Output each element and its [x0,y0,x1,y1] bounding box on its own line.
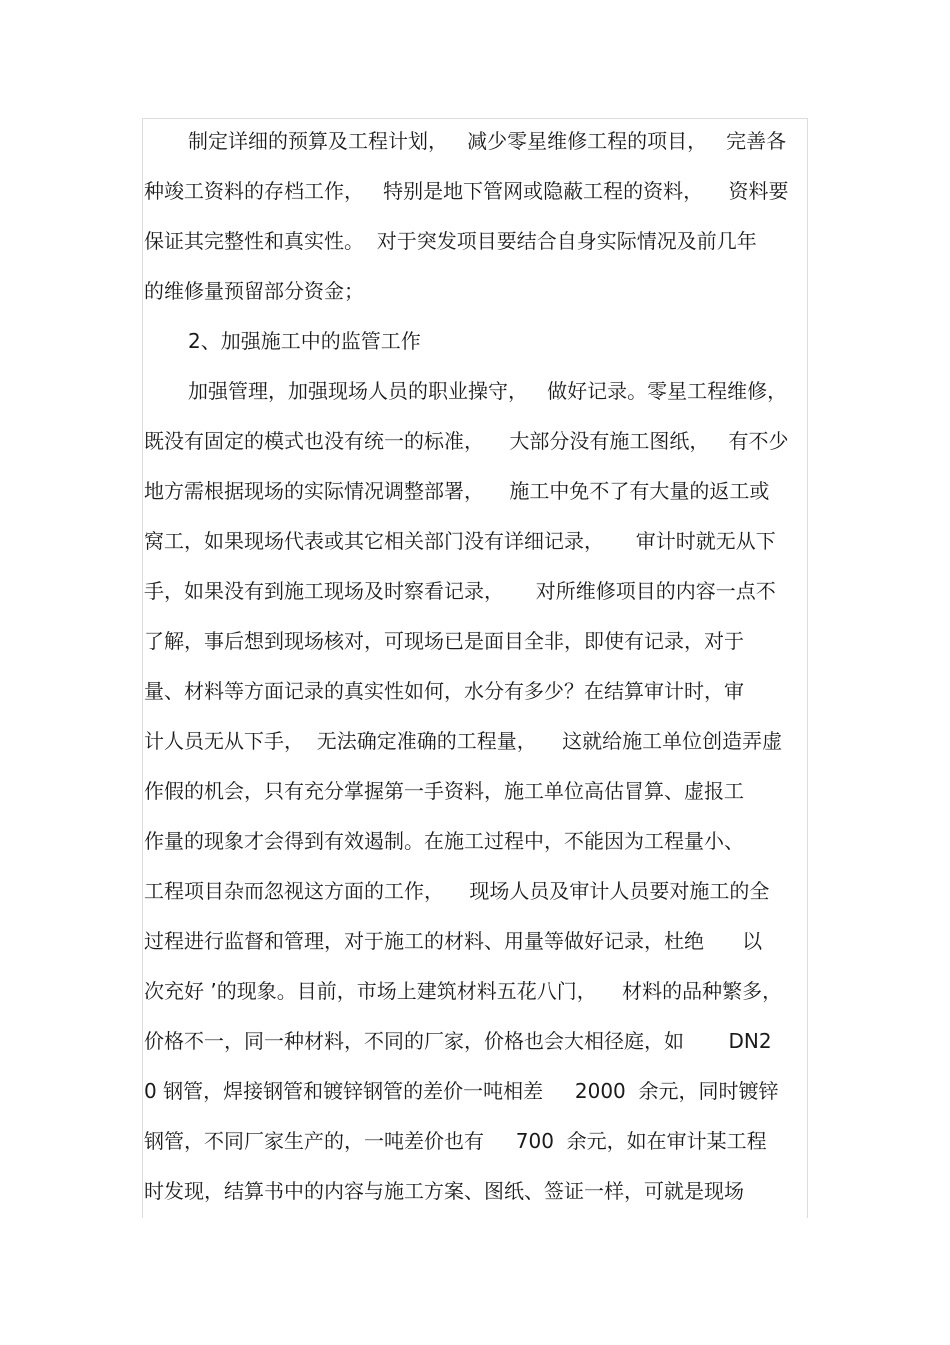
text-line: 地方需根据现场的实际情况调整部署， 施工中免不了有大量的返工或 [144,479,770,503]
text-line: 手，如果没有到施工现场及时察看记录， 对所维修项目的内容一点不 [144,579,776,603]
text-line: 窝工，如果现场代表或其它相关部门没有详细记录， 审计时就无从下 [144,529,776,553]
text-line: 既没有固定的模式也没有统一的标准， 大部分没有施工图纸， 有不少 [144,429,789,453]
text-line: 作假的机会，只有充分掌握第一手资料，施工单位高估冒算、虚报工 [144,779,744,803]
text-line: 工程项目杂而忽视这方面的工作， 现场人员及审计人员要对施工的全 [144,879,770,903]
text-line: 0 钢管，焊接钢管和镀锌钢管的差价一吨相差 2000 余元，同时镀锌 [144,1079,779,1103]
text-line: 价格不一，同一种材料，不同的厂家，价格也会大相径庭，如 DN2 [144,1029,772,1053]
text-line: 过程进行监督和管理，对于施工的材料、用量等做好记录，杜绝 以 [144,929,763,953]
text-line: 量、材料等方面记录的真实性如何，水分有多少？在结算审计时，审 [144,679,744,703]
section-heading: 2、加强施工中的监管工作 [188,329,421,353]
text-line: 时发现，结算书中的内容与施工方案、图纸、签证一样，可就是现场 [144,1179,744,1203]
text-line: 了解，事后想到现场核对，可现场已是面目全非，即使有记录，对于 [144,629,744,653]
text-line: 制定详细的预算及工程计划， 减少零星维修工程的项目， 完善各 [188,129,787,153]
text-line: 钢管，不同厂家生产的，一吨差价也有 700 余元，如在审计某工程 [144,1129,767,1153]
text-line: 加强管理，加强现场人员的职业操守， 做好记录。零星工程维修， [188,379,788,403]
text-line: 作量的现象才会得到有效遏制。在施工过程中，不能因为工程量小、 [144,829,744,853]
text-line: 保证其完整性和真实性。 对于突发项目要结合自身实际情况及前几年 [144,229,757,253]
text-line: 次充好 ’的现象。目前，市场上建筑材料五花八门， 材料的品种繁多， [144,979,783,1003]
text-line: 的维修量预留部分资金； [144,279,364,303]
text-line: 计人员无从下手， 无法确定准确的工程量， 这就给施工单位创造弄虚 [144,729,783,753]
text-line: 种竣工资料的存档工作， 特别是地下管网或隐蔽工程的资料， 资料要 [144,179,789,203]
